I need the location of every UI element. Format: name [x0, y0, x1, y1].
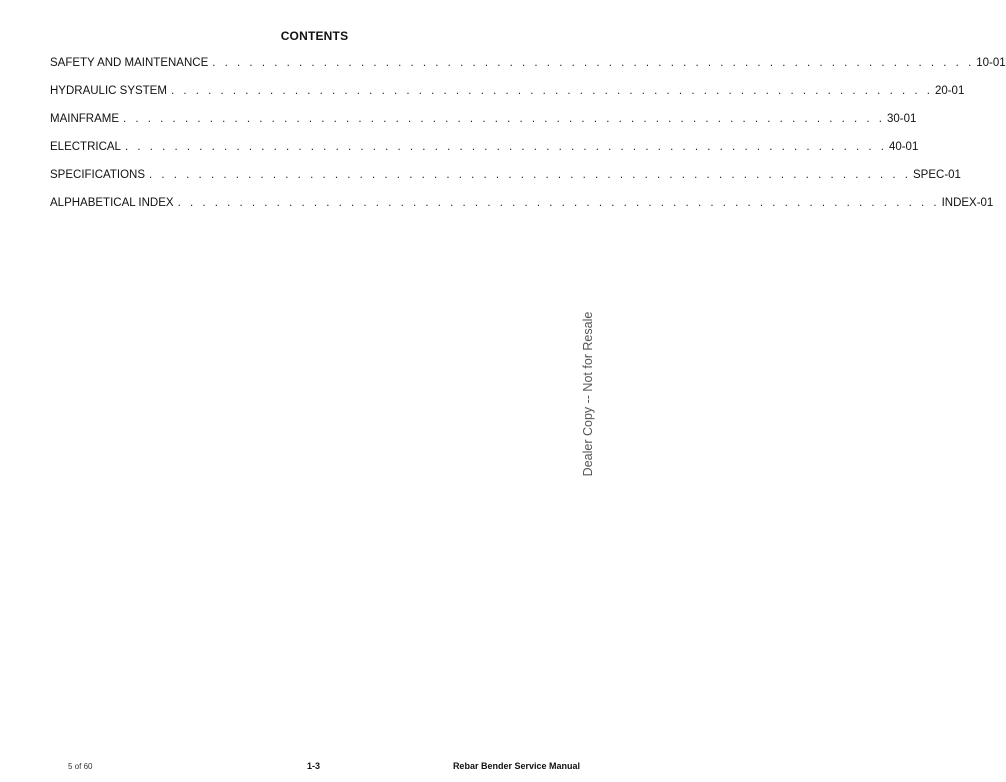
toc-entry-safety-and-maintenance[interactable] [50, 57, 1006, 85]
toc-entry-label: SPECIFICATIONS [50, 169, 149, 181]
toc-entry-page: 10-01 [976, 57, 1006, 69]
toc-entry-label: ALPHABETICAL INDEX [50, 197, 178, 209]
toc-leader-dots: . . . . . . . . . . . . . . . . . . . . . . . . . . . . . . . . . . . . . . . . . . . . . . . . . . . . . . . . . . . . . . [124, 141, 887, 153]
footer-page-count: 5 of 60 [68, 762, 93, 771]
toc-entry-alphabetical-index[interactable] [50, 197, 994, 225]
table-of-contents [50, 57, 1006, 225]
toc-entry-page: 20-01 [934, 85, 965, 97]
toc-entry-mainframe[interactable] [50, 113, 917, 141]
toc-entry-page: SPEC-01 [913, 169, 961, 181]
toc-entry-page: 40-01 [888, 141, 919, 153]
toc-entry-label: HYDRAULIC SYSTEM [50, 85, 171, 97]
toc-leader-dots: . . . . . . . . . . . . . . . . . . . . . . . . . . . . . . . . . . . . . . . . . . . . . . . . . . . . . . . . . . . . . . [177, 197, 940, 209]
page-title: CONTENTS [280, 29, 349, 43]
toc-leader-dots: . . . . . . . . . . . . . . . . . . . . . . . . . . . . . . . . . . . . . . . . . . . . . . . . . . . . . . . . . . . . . . [170, 85, 933, 97]
toc-entry-page: INDEX-01 [941, 197, 994, 209]
toc-leader-dots: . . . . . . . . . . . . . . . . . . . . . . . . . . . . . . . . . . . . . . . . . . . . . . . . . . . . . . . . . . . . . . [212, 57, 975, 69]
toc-entry-label: ELECTRICAL [50, 141, 125, 153]
toc-entry-label: SAFETY AND MAINTENANCE [50, 57, 212, 69]
toc-entry-specifications[interactable] [50, 169, 961, 197]
toc-entry-label: MAINFRAME [50, 113, 123, 125]
toc-entry-page: 30-01 [887, 113, 917, 125]
watermark: Dealer Copy -- Not for Resale [581, 311, 595, 477]
footer-page-number: 1-3 [307, 761, 321, 771]
toc-leader-dots: . . . . . . . . . . . . . . . . . . . . . . . . . . . . . . . . . . . . . . . . . . . . . . . . . . . . . . . . . . . . . . [149, 169, 911, 181]
footer-manual-title: Rebar Bender Service Manual [452, 761, 580, 771]
toc-entry-hydraulic-system[interactable] [50, 85, 965, 113]
toc-entry-electrical[interactable] [50, 141, 919, 169]
toc-leader-dots: . . . . . . . . . . . . . . . . . . . . . . . . . . . . . . . . . . . . . . . . . . . . . . . . . . . . . . . . . . . . . . [123, 113, 885, 125]
